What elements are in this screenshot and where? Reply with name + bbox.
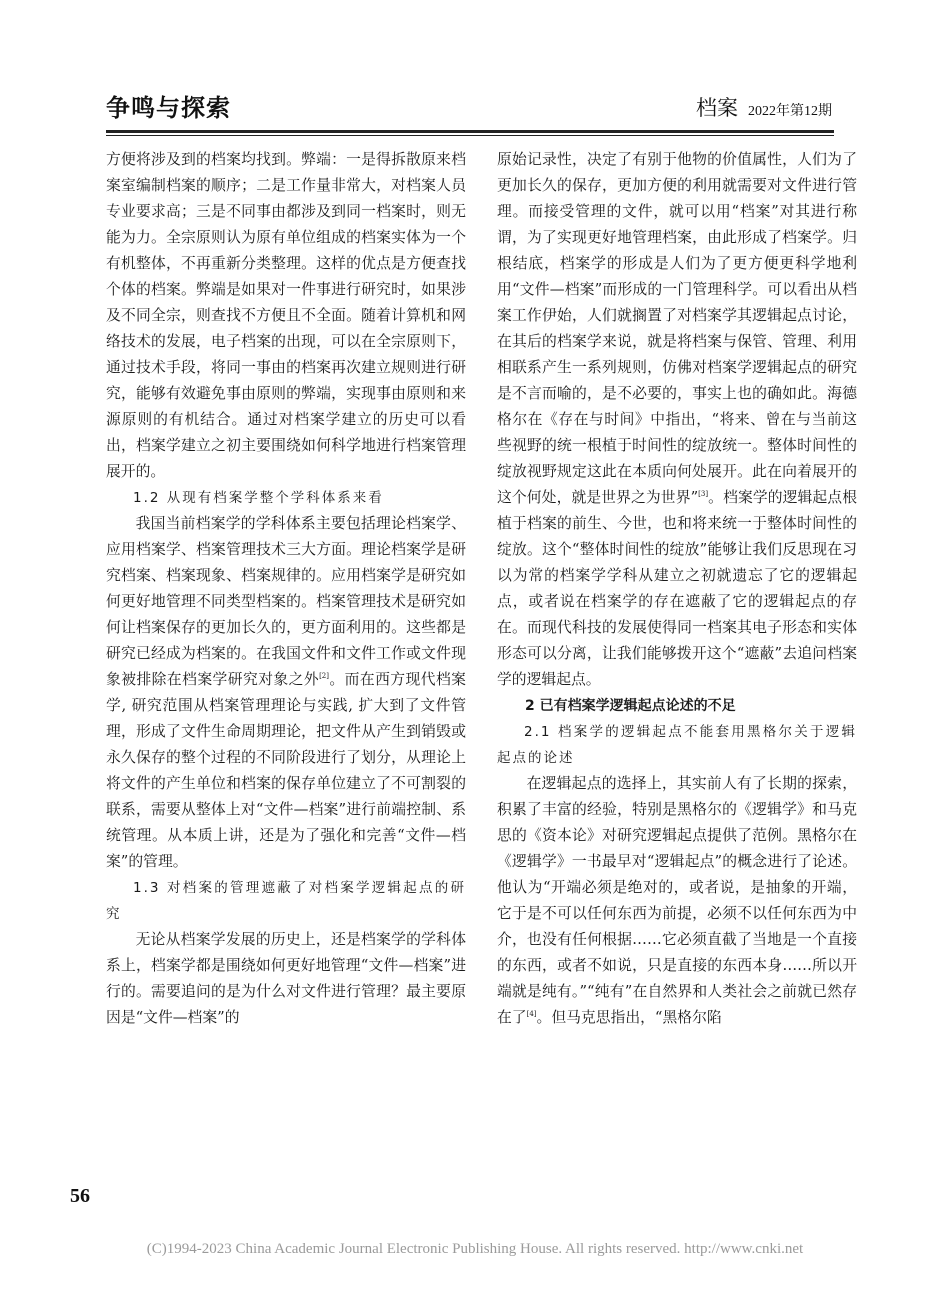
heading-2-1: 2.1 档案学的逻辑起点不能套用黑格尔关于逻辑起点的论述 [497,724,857,766]
paragraph-2-1 [497,771,857,1031]
heading-1-3: 1.3 对档案的管理遮蔽了对档案学逻辑起点的研究 [106,880,466,922]
section-title: 争鸣与探索 [106,94,231,122]
page-number: 56 [70,1185,90,1207]
paragraph-text: 。档案学的逻辑起点根植于档案的前生、今世，也和将来统一于整体时间性的绽放。这个“整体时间性的绽放”能够让我们反思现在习以为常的档案学学科从建立之初就遗忘了它的逻辑起点，或者说在档案学的存在遮蔽了它的逻辑起点的存在。而现代科技的发展使得同一档案其电子形态和实体形态可以分离，让我们能够拨开这个“遮蔽”去追问档案学的逻辑起点。 [497,489,857,688]
paragraph-text: 。但马克思指出，“黑格尔陷 [536,1009,722,1026]
heading-1-2: 1.2 从现有档案学整个学科体系来看 [133,490,384,506]
copyright-line: (C)1994-2023 China Academic Journal Electronic Publishing House. All rights reserved. http://www.cnki.net [146,1241,804,1257]
citation-3[interactable]: [3] [698,490,709,499]
paragraph-continued [497,147,857,693]
right-column [497,147,857,1187]
paragraph-1-3: 无论从档案学发展的历史上，还是档案学的学科体系上，档案学都是围绕如何更好地管理“文件—档案”进行的。需要追问的是为什么对文件进行管理？最主要原因是“文件—档案”的 [106,931,466,1026]
paragraph-text: 原始记录性，决定了有别于他物的价值属性，人们为了更加长久的保存，更加方便的利用就需要对文件进行管理。而接受管理的文件，就可以用“档案”对其进行称谓，为了实现更好地管理档案，由此形成了档案学。归根结底，档案学的形成是人们为了更方便更科学地利用“文件—档案”而形成的一门管理科学。可以看出从档案工作伊始，人们就搁置了对档案学其逻辑起点讨论，在其后的档案学来说，就是将档案与保管、管理、利用相联系产生一系列规则，仿佛对档案学逻辑起点的研究是不言而喻的，是不必要的，事实上也的确如此。海德格尔在《存在与时间》中指出，“将来、曾在与当前这些视野的统一根植于时间性的绽放统一。整体时间性的绽放视野规定这此在本质向何处展开。此在向着展开的这个何处，就是世界之为世界” [497,151,857,506]
left-column [106,147,466,1187]
paragraph-text: 我国当前档案学的学科体系主要包括理论档案学、应用档案学、档案管理技术三大方面。理论档案学是研究档案、档案现象、档案规律的。应用档案学是研究如何更好地管理不同类型档案的。档案管理技术是研究如何让档案保存的更加长久的，更方面利用的。这些都是研究已经成为档案的。在我国文件和文件工作或文件现象被排除在档案学研究对象之外 [106,515,466,688]
journal-info [696,92,832,122]
heading-2: 2 已有档案学逻辑起点论述的不足 [525,698,736,714]
page-header [0,0,950,140]
header-rule-thin [106,135,834,136]
citation-2[interactable]: [2] [319,672,329,681]
journal-name: 档案 [696,96,738,120]
citation-4[interactable]: [4] [526,1010,537,1019]
paragraph-text: 在逻辑起点的选择上，其实前人有了长期的探索，积累了丰富的经验，特别是黑格尔的《逻辑学》和马克思的《资本论》对研究逻辑起点提供了范例。黑格尔在《逻辑学》一书最早对“逻辑起点”的概念进行了论述。他认为“开端必须是绝对的，或者说，是抽象的开端，它于是不可以任何东西为前提，必须不以任何东西为中介，也没有任何根据……它必须直截了当地是一个直接的东西，或者不如说，只是直接的东西本身……所以开端就是纯有。”“纯有”在自然界和人类社会之前就已然存在了 [497,775,857,1026]
paragraph-1-2 [106,511,466,875]
paragraph-text: 。而在西方现代档案学, 研究范围从档案管理理论与实践, 扩大到了文件管理，形成了文件生命周期理论，把文件从产生到销毁或永久保存的整个过程的不同阶段进行了划分，从理论上将文件的产生单位和档案的保存单位建立了不可割裂的联系，需要从整体上对“文件—档案”进行前端控制、系统管理。从本质上讲，还是为了强化和完善“文件—档案”的管理。 [106,671,466,870]
journal-issue: 2022年第12期 [748,104,832,119]
header-rule-thick [106,130,834,133]
paragraph-continued: 方便将涉及到的档案均找到。弊端：一是得拆散原来档案室编制档案的顺序；二是工作量非常大，对档案人员专业要求高；三是不同事由都涉及到同一档案时，则无能为力。全宗原则认为原有单位组成的档案实体为一个有机整体，不再重新分类整理。这样的优点是方便查找个体的档案。弊端是如果对一件事进行研究时，如果涉及不同全宗，则查找不方便且不全面。随着计算机和网络技术的发展，电子档案的出现，可以在全宗原则下，通过技术手段，将同一事由的档案再次建立规则进行研究，能够有效避免事由原则的弊端，实现事由原则和来源原则的有机结合。通过对档案学建立的历史可以看出，档案学建立之初主要围绕如何科学地进行档案管理展开的。 [106,151,466,480]
